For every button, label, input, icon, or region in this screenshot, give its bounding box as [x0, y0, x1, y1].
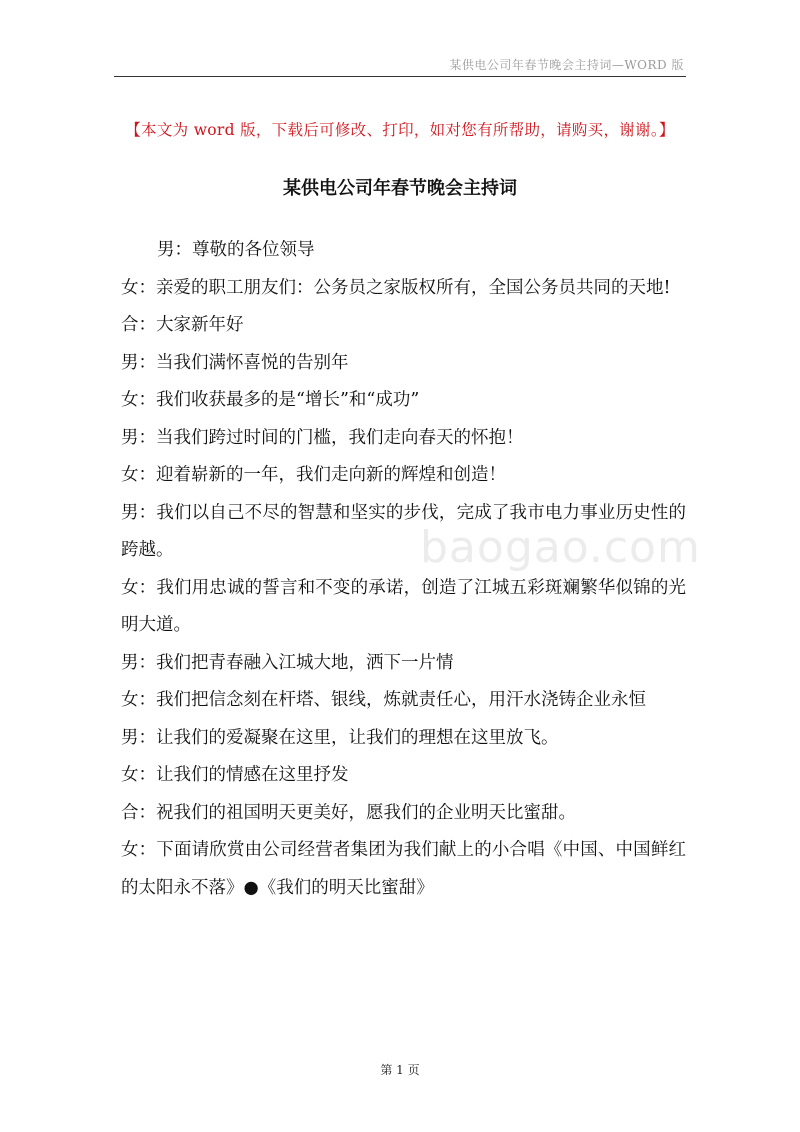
- document-body: [121, 232, 686, 907]
- purchase-notice: 【本文为 word 版，下载后可修改、打印，如对您有所帮助，请购买，谢谢。】: [125, 121, 675, 139]
- paragraph: 女：亲爱的职工朋友们：公务员之家版权所有，全国公务员共同的天地!: [121, 277, 671, 298]
- paragraph: 女：我们把信念刻在杆塔、银线，炼就责任心，用汗水浇铸企业永恒: [121, 690, 646, 710]
- header-title: 某供电公司年春节晚会主持词—WORD 版: [449, 58, 684, 72]
- paragraph: 合：大家新年好: [121, 315, 244, 335]
- paragraph: 男：当我们跨过时间的门槛，我们走向春天的怀抱！: [121, 427, 524, 448]
- header-divider: [114, 76, 686, 77]
- paragraph: 男：我们把青春融入江城大地，洒下一片情: [121, 652, 454, 673]
- paragraph: 男：尊敬的各位领导: [157, 240, 315, 260]
- paragraph: 女：让我们的情感在这里抒发: [121, 765, 349, 785]
- paragraph: 女：迎着崭新的一年，我们走向新的辉煌和创造！: [121, 465, 506, 485]
- paragraph: 女：我们收获最多的是“增长”和“成功”: [121, 390, 420, 410]
- document-title: 某供电公司年春节晚会主持词: [283, 178, 517, 199]
- watermark: baogao.com: [420, 522, 701, 573]
- paragraph: 男：当我们满怀喜悦的告别年: [121, 352, 349, 373]
- paragraph: 女：下面请欣赏由公司经营者集团为我们献上的小合唱《中国、中国鲜红的太阳永不落》●《我们的明天比蜜甜》: [121, 840, 686, 898]
- page-number: 第 1 页: [380, 1063, 420, 1077]
- paragraph: 男：让我们的爱凝聚在这里，让我们的理想在这里放飞。: [121, 727, 559, 748]
- paragraph: 男：我们以自己不尽的智慧和坚实的步伐，完成了我市电力事业历史性的跨越。: [121, 502, 686, 560]
- paragraph: 女：我们用忠诚的誓言和不变的承诺，创造了江城五彩斑斓繁华似锦的光明大道。: [121, 577, 686, 635]
- paragraph: 合：祝我们的祖国明天更美好，愿我们的企业明天比蜜甜。: [121, 802, 576, 823]
